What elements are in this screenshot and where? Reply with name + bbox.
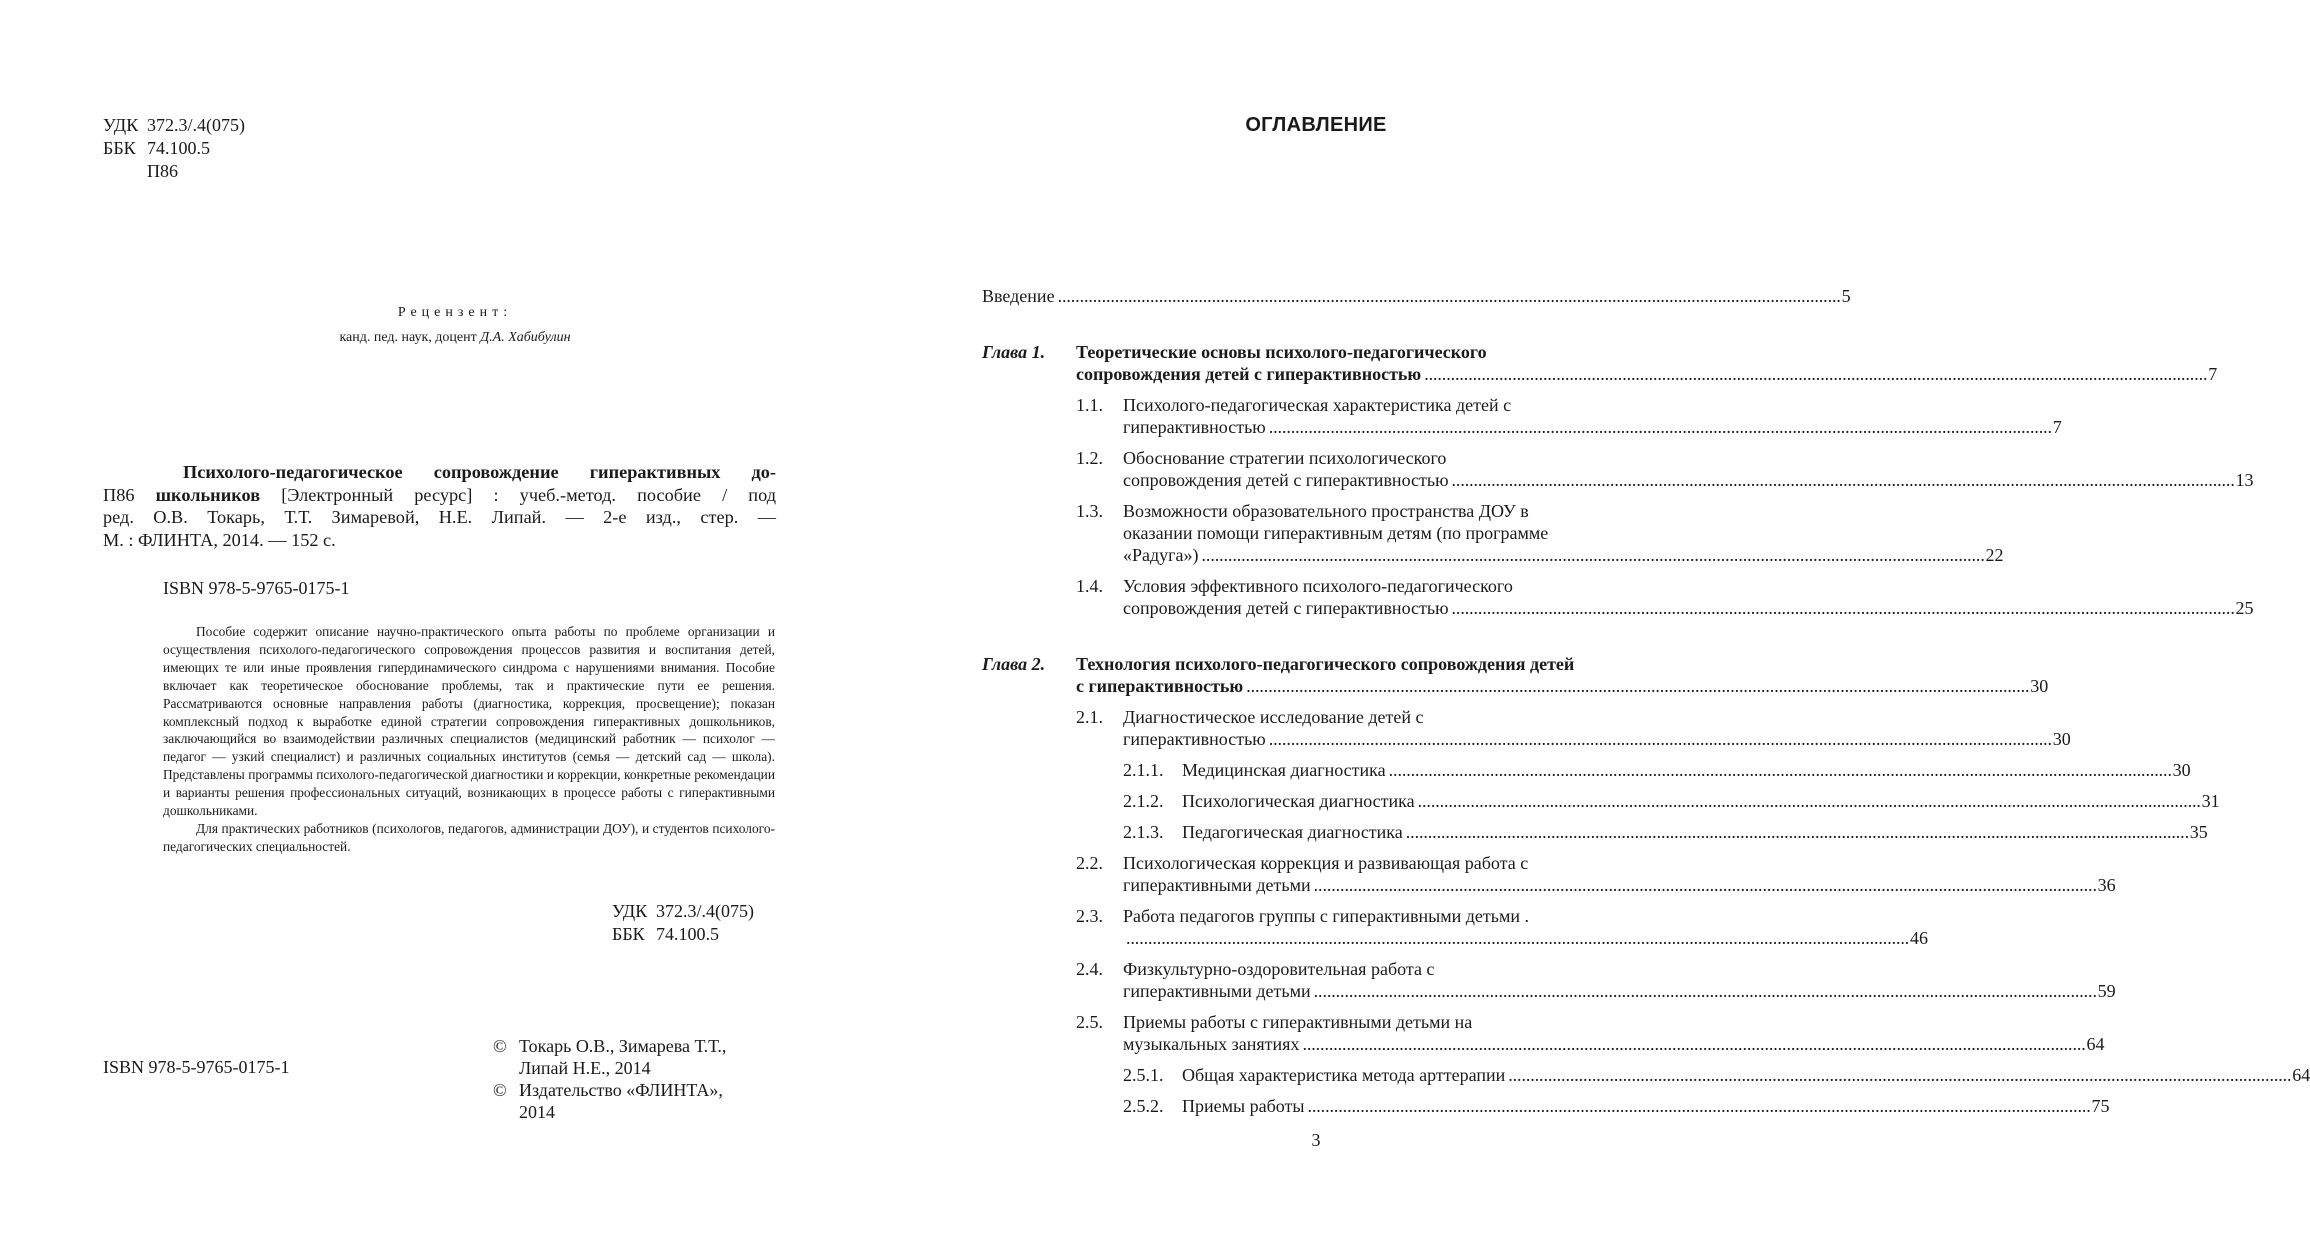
toc-entry-title: сопровождения детей с гиперактивностью bbox=[1076, 364, 1422, 384]
page-number: 3 bbox=[1311, 1130, 1321, 1150]
table-of-contents bbox=[982, 285, 2310, 1126]
toc-entry-title-line: Работа педагогов группы с гиперактивными детьми . bbox=[1123, 906, 1530, 926]
toc-page-number: 30 bbox=[2030, 676, 2049, 696]
toc-entry bbox=[982, 394, 2062, 438]
toc-entry-title: гиперактивностью bbox=[1123, 729, 1266, 749]
toc-entry bbox=[982, 285, 1851, 307]
copyright-block bbox=[493, 1035, 726, 1123]
udk-key: УДК bbox=[103, 115, 139, 135]
toc-page-number: 5 bbox=[1841, 286, 1851, 306]
toc-entry bbox=[982, 447, 2254, 491]
reviewer-degree: канд. пед. наук, доцент bbox=[339, 330, 481, 345]
toc-leader-dots bbox=[1302, 1033, 2083, 1055]
toc-entry bbox=[982, 1011, 2105, 1055]
toc-leader-dots bbox=[1246, 675, 2027, 697]
toc-entry-title: гиперактивными детьми bbox=[1123, 981, 1311, 1001]
reviewer-line bbox=[230, 325, 680, 350]
toc-entry-number: 2.1.2. bbox=[1123, 791, 1164, 811]
bbk-value: 74.100.5 bbox=[147, 138, 210, 158]
toc-leader-dots bbox=[1452, 469, 2233, 491]
bbk-key: ББК bbox=[612, 924, 645, 944]
toc-entry-number: 2.5.1. bbox=[1123, 1065, 1164, 1085]
left-page bbox=[0, 0, 877, 1240]
toc-entry-title-line: Условия эффективного психолого-педагогического bbox=[1123, 576, 1513, 596]
right-page bbox=[877, 0, 2310, 1240]
toc-leader-dots bbox=[1508, 1064, 2289, 1086]
toc-entry bbox=[982, 759, 2191, 781]
toc-entry-title: музыкальных занятиях bbox=[1123, 1034, 1300, 1054]
toc-entry bbox=[982, 852, 2116, 896]
bbk-value: 74.100.5 bbox=[656, 924, 719, 944]
toc-entry bbox=[982, 500, 2004, 566]
toc-entry-title-line: Диагностическое исследование детей с bbox=[1123, 707, 1424, 727]
toc-entry-number: 2.4. bbox=[1076, 959, 1103, 979]
toc-entry bbox=[982, 1064, 2310, 1086]
toc-leader-dots bbox=[1406, 821, 2187, 843]
toc-entry-number: 2.5.2. bbox=[1123, 1096, 1164, 1116]
toc-page-number: 7 bbox=[2052, 417, 2062, 437]
toc-page-number: 25 bbox=[2235, 598, 2254, 618]
toc-heading: ОГЛАВЛЕНИЕ bbox=[1245, 114, 1387, 136]
citation-code: П86 bbox=[103, 484, 135, 505]
toc-leader-dots bbox=[1269, 728, 2050, 750]
copyright-line: 2014 bbox=[519, 1102, 555, 1122]
toc-entry-title-line: Психологическая коррекция и развивающая работа с bbox=[1123, 853, 1529, 873]
toc-leader-dots bbox=[1269, 416, 2050, 438]
toc-entry-title-line: оказании помощи гиперактивным детям (по программе bbox=[1123, 523, 1549, 543]
toc-entry-number: 2.1. bbox=[1076, 707, 1103, 727]
toc-entry bbox=[982, 706, 2071, 750]
citation-title-line-2: школьников bbox=[155, 484, 261, 505]
udk-value: 372.3/.4(075) bbox=[656, 901, 754, 921]
toc-page-number: 64 bbox=[2292, 1065, 2310, 1085]
toc-entry-title-line: Приемы работы с гиперактивными детьми на bbox=[1123, 1012, 1473, 1032]
toc-entry bbox=[982, 790, 2220, 812]
toc-entry-title: Медицинская диагностика bbox=[1182, 760, 1386, 780]
toc-entry-number: 1.1. bbox=[1076, 395, 1103, 415]
udk-value: 372.3/.4(075) bbox=[147, 115, 245, 135]
toc-page-number: 31 bbox=[2201, 791, 2220, 811]
udk-key: УДК bbox=[612, 901, 648, 921]
copyright-line: Токарь О.В., Зимарева Т.Т., bbox=[519, 1036, 727, 1056]
copyright-symbol: © bbox=[493, 1036, 507, 1056]
toc-entry-number: Глава 1. bbox=[982, 342, 1046, 362]
toc-entry-title: гиперактивными детьми bbox=[1123, 875, 1311, 895]
toc-entry-title: Психологическая диагностика bbox=[1182, 791, 1415, 811]
toc-entry bbox=[982, 341, 2218, 385]
toc-page-number: 64 bbox=[2086, 1034, 2105, 1054]
toc-entry-number: 1.3. bbox=[1076, 501, 1103, 521]
toc-entry bbox=[982, 905, 1929, 949]
toc-leader-dots bbox=[1058, 285, 1839, 307]
copyright-line: Издательство «ФЛИНТА», bbox=[519, 1080, 723, 1100]
toc-entry-title: «Радуга») bbox=[1123, 545, 1199, 565]
udk-block-top bbox=[103, 114, 245, 183]
toc-entry bbox=[982, 958, 2116, 1002]
toc-leader-dots bbox=[1126, 927, 1907, 949]
toc-entry-title: Общая характеристика метода арттерапии bbox=[1182, 1065, 1506, 1085]
toc-page-number: 7 bbox=[2208, 364, 2218, 384]
toc-entry-title-line: Теоретические основы психолого-педагогического bbox=[1076, 342, 1487, 362]
author-mark: П86 bbox=[147, 161, 178, 181]
toc-page-number: 30 bbox=[2172, 760, 2191, 780]
abstract-paragraph: Для практических работников (психологов, педагогов, администрации ДОУ), и студентов психолого-педагогических специальностей. bbox=[163, 820, 775, 854]
toc-page-number: 59 bbox=[2097, 981, 2116, 1001]
toc-entry-title-line: Технология психолого-педагогического сопровождения детей bbox=[1076, 654, 1575, 674]
author-mark-key bbox=[103, 160, 147, 183]
toc-entry-title: Приемы работы bbox=[1182, 1096, 1305, 1116]
toc-entry-title: с гиперактивностью bbox=[1076, 676, 1244, 696]
toc-entry-number: 2.1.1. bbox=[1123, 760, 1164, 780]
toc-entry-title-line: Психолого-педагогическая характеристика детей с bbox=[1123, 395, 1512, 415]
toc-entry-number: 1.2. bbox=[1076, 448, 1103, 468]
toc-page-number: 13 bbox=[2235, 470, 2254, 490]
copyright-symbol: © bbox=[493, 1080, 507, 1100]
abstract-paragraph: Пособие содержит описание научно-практического опыта работы по проблеме организации и осуществления психолого-педагогического сопровождения процессов развития и воспитания детей, имеющих те или иные проявления гипердинамического синдрома с нарушениями внимания. Пособие включает как теоретическое обоснование проблемы, так и практические пути ее решения. Рассматриваются основные направления работы (диагностика, коррекция, просвещение); показан комплексный подход к выработке единой стратегии сопровождения гиперактивных дошкольников, заключающийся во взаимодействии различных специалистов (медицинский работник — психолог — педагог — узкий специалист) и различных социальных институтов (семья — детский сад — школа). Представлены программы психолого-педагогической диагностики и коррекции, конкретные рекомендации и варианты решения профессиональных ситуаций, возникающих в процессе работы с гиперактивными дошкольниками. bbox=[163, 624, 775, 819]
reviewer-heading: Рецензент: bbox=[397, 305, 513, 320]
toc-entry-title-line: Возможности образовательного пространства ДОУ в bbox=[1123, 501, 1529, 521]
abstract bbox=[163, 623, 775, 856]
bbk-key: ББК bbox=[103, 138, 136, 158]
toc-entry bbox=[982, 1095, 2110, 1117]
toc-entry bbox=[982, 821, 2208, 843]
citation-line-4: М. : ФЛИНТА, 2014. — 152 с. bbox=[103, 529, 336, 550]
toc-leader-dots bbox=[1314, 874, 2095, 896]
toc-page-number: 35 bbox=[2189, 822, 2208, 842]
toc-page-number: 30 bbox=[2052, 729, 2071, 749]
toc-entry-title: сопровождения детей с гиперактивностью bbox=[1123, 598, 1449, 618]
toc-page-number: 75 bbox=[2091, 1096, 2110, 1116]
copyright-line: Липай Н.Е., 2014 bbox=[519, 1058, 651, 1078]
toc-entry-title-line: Обоснование стратегии психологического bbox=[1123, 448, 1447, 468]
toc-entry-number: Глава 2. bbox=[982, 654, 1046, 674]
toc-entry-number: 1.4. bbox=[1076, 576, 1103, 596]
toc-leader-dots bbox=[1389, 759, 2170, 781]
toc-entry-number: 2.5. bbox=[1076, 1012, 1103, 1032]
isbn: ISBN 978-5-9765-0175-1 bbox=[163, 578, 350, 598]
toc-entry bbox=[982, 653, 2049, 697]
reviewer-name: Д.А. Хабибулин bbox=[480, 330, 571, 345]
toc-leader-dots bbox=[1202, 544, 1983, 566]
isbn-bottom: ISBN 978-5-9765-0175-1 bbox=[103, 1057, 290, 1077]
toc-entry-number: 2.1.3. bbox=[1123, 822, 1164, 842]
toc-entry-title: гиперактивностью bbox=[1123, 417, 1266, 437]
toc-entry-title: сопровождения детей с гиперактивностью bbox=[1123, 470, 1449, 490]
udk-block-bottom bbox=[612, 900, 754, 946]
citation-line-3: ред. О.В. Токарь, Т.Т. Зимаревой, Н.Е. Липай. — 2-е изд., стер. — bbox=[103, 507, 776, 527]
citation-title-line-1: Психолого-педагогическое сопровождение гиперактивных до- bbox=[183, 462, 776, 482]
toc-page-number: 46 bbox=[1910, 928, 1929, 948]
toc-leader-dots bbox=[1314, 980, 2095, 1002]
toc-entry-title: Введение bbox=[982, 286, 1055, 306]
citation-line-2-rest: [Электронный ресурс] : учеб.-метод. пособие / под bbox=[260, 484, 776, 505]
toc-leader-dots bbox=[1452, 597, 2233, 619]
toc-page-number: 22 bbox=[1985, 545, 2004, 565]
toc-page-number: 36 bbox=[2097, 875, 2116, 895]
bibliographic-citation bbox=[103, 461, 776, 551]
toc-leader-dots bbox=[1424, 363, 2205, 385]
toc-entry bbox=[982, 575, 2254, 619]
toc-entry-title: Педагогическая диагностика bbox=[1182, 822, 1403, 842]
reviewer-block bbox=[230, 300, 680, 350]
toc-entry-title-line: Физкультурно-оздоровительная работа с bbox=[1123, 959, 1435, 979]
toc-leader-dots bbox=[1307, 1095, 2088, 1117]
toc-entry-number: 2.2. bbox=[1076, 853, 1103, 873]
toc-entry-number: 2.3. bbox=[1076, 906, 1103, 926]
toc-leader-dots bbox=[1418, 790, 2199, 812]
